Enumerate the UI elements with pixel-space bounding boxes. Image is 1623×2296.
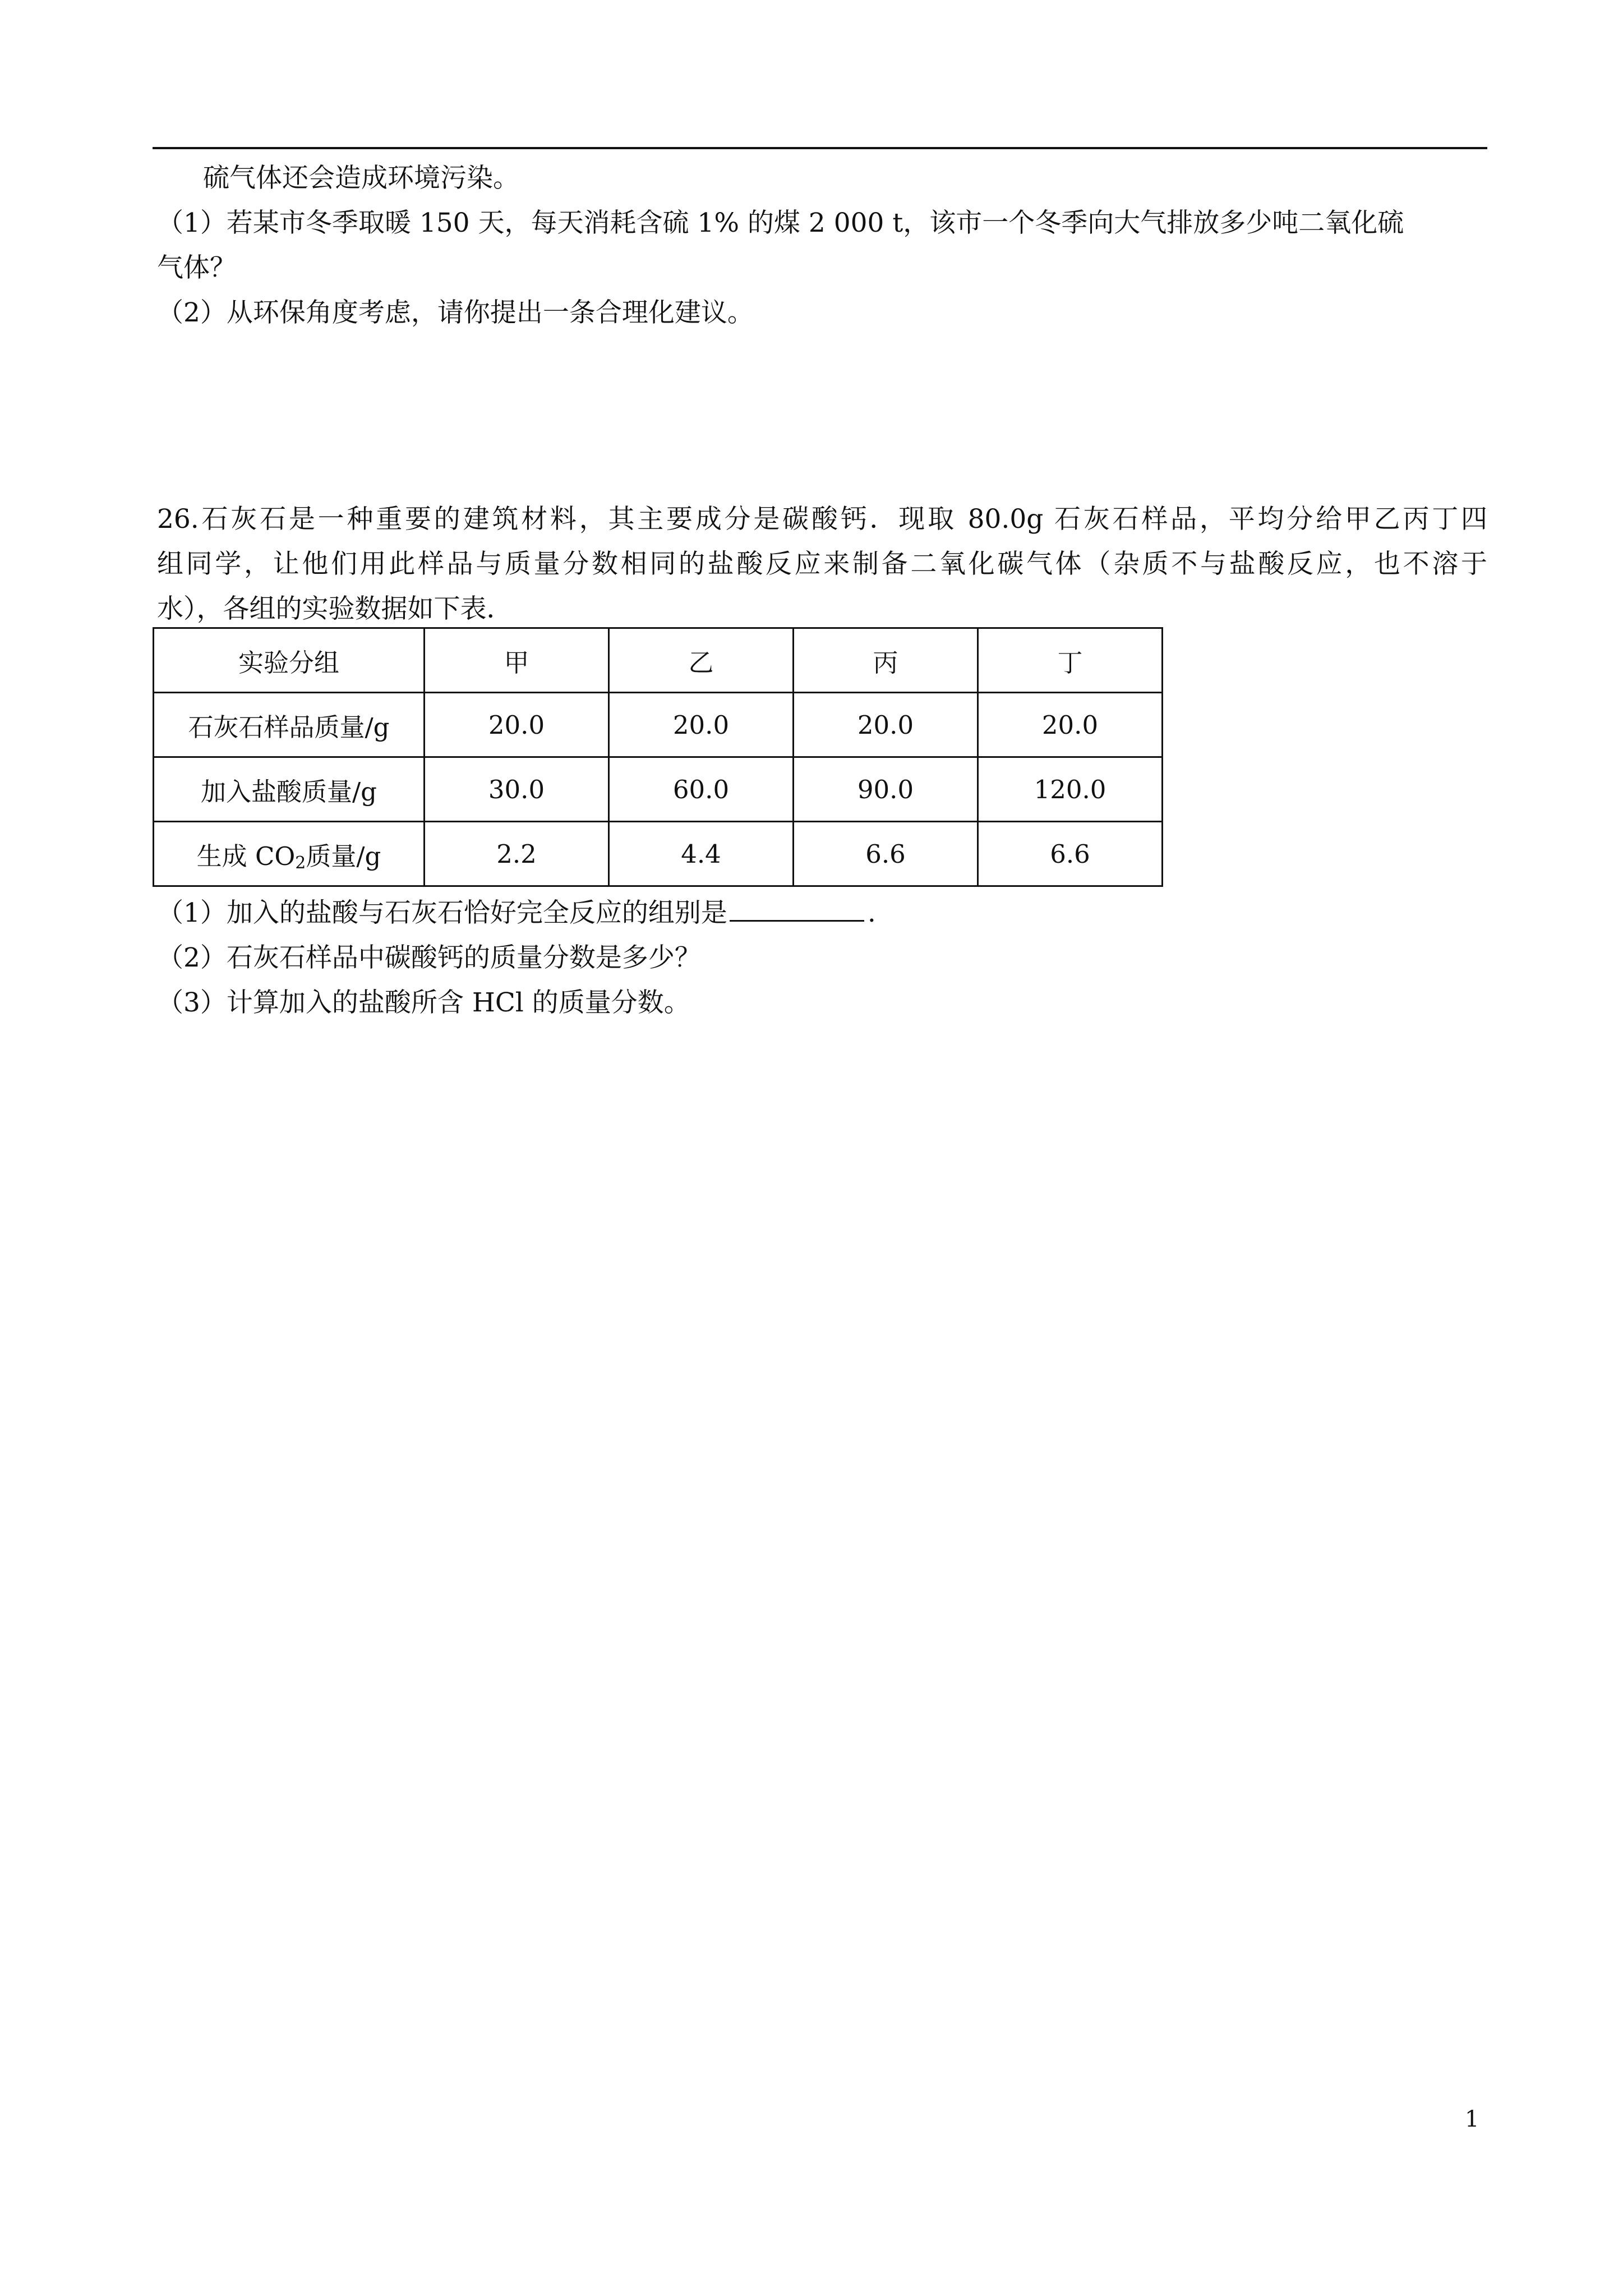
- table-cell: 2.2: [425, 822, 609, 886]
- table-cell: 20.0: [609, 693, 794, 757]
- table-cell: 60.0: [609, 757, 794, 822]
- continuation-question-2: （2）从环保角度考虑，请你提出一条合理化建议。: [157, 297, 754, 328]
- table-header-group-bing: 丙: [794, 628, 978, 693]
- table-row: [154, 822, 1163, 886]
- continuation-intro: 硫气体还会造成环境污染。: [203, 163, 519, 194]
- question-1-end: .: [867, 898, 876, 928]
- continuation-question-1-line-1: （1）若某市冬季取暖 150 天，每天消耗含硫 1% 的煤 2 000 t，该市一个冬季向大气排放多少吨二氧化硫: [157, 208, 1404, 238]
- table-cell: 4.4: [609, 822, 794, 886]
- problem-26-statement: [157, 497, 1487, 632]
- header-rule: [153, 147, 1487, 149]
- problem-26-line-1: 26.石灰石是一种重要的建筑材料，其主要成分是碳酸钙．现取 80.0g 石灰石样品，平均分给甲乙丙丁四: [157, 504, 1487, 535]
- answer-blank: [730, 898, 864, 922]
- table-row: [154, 757, 1163, 822]
- problem-26-question-2: （2）石灰石样品中碳酸钙的质量分数是多少？: [157, 942, 701, 973]
- problem-26-questions: [157, 891, 1487, 1025]
- table-row-label-co2-mass: [154, 822, 425, 886]
- table-header-group-yi: 乙: [609, 628, 794, 693]
- page-number: 1: [1465, 2106, 1479, 2132]
- table-cell: 6.6: [794, 822, 978, 886]
- table-row: [154, 693, 1163, 757]
- continuation-block: [157, 156, 1487, 335]
- table-cell: 20.0: [794, 693, 978, 757]
- co2-label-prefix: 生成 CO: [196, 841, 296, 871]
- table-cell: 6.6: [978, 822, 1163, 886]
- table-cell: 30.0: [425, 757, 609, 822]
- co2-label-subscript: 2: [295, 853, 306, 873]
- problem-26-question-3: （3）计算加入的盐酸所含 HCl 的质量分数。: [157, 987, 690, 1018]
- problem-26-line-2: 组同学，让他们用此样品与质量分数相同的盐酸反应来制备二氧化碳气体（杂质不与盐酸反应，也不溶于: [157, 549, 1487, 579]
- table-row-label-sample-mass: 石灰石样品质量/g: [154, 693, 425, 757]
- question-1-text: （1）加入的盐酸与石灰石恰好完全反应的组别是: [157, 898, 727, 928]
- table-cell: 120.0: [978, 757, 1163, 822]
- problem-26-question-1: [157, 891, 1487, 936]
- table-header-label: 实验分组: [154, 628, 425, 693]
- table-header-row: [154, 628, 1163, 693]
- table-row-label-acid-mass: 加入盐酸质量/g: [154, 757, 425, 822]
- co2-label-suffix: 质量/g: [306, 841, 381, 871]
- table-cell: 90.0: [794, 757, 978, 822]
- table-cell: 20.0: [978, 693, 1163, 757]
- continuation-question-1-line-2: 气体？: [157, 252, 236, 283]
- table-header-group-jia: 甲: [425, 628, 609, 693]
- experiment-data-table: [153, 627, 1163, 887]
- table-header-group-ding: 丁: [978, 628, 1163, 693]
- table-cell: 20.0: [425, 693, 609, 757]
- problem-26-line-3: 水），各组的实验数据如下表．: [157, 593, 513, 624]
